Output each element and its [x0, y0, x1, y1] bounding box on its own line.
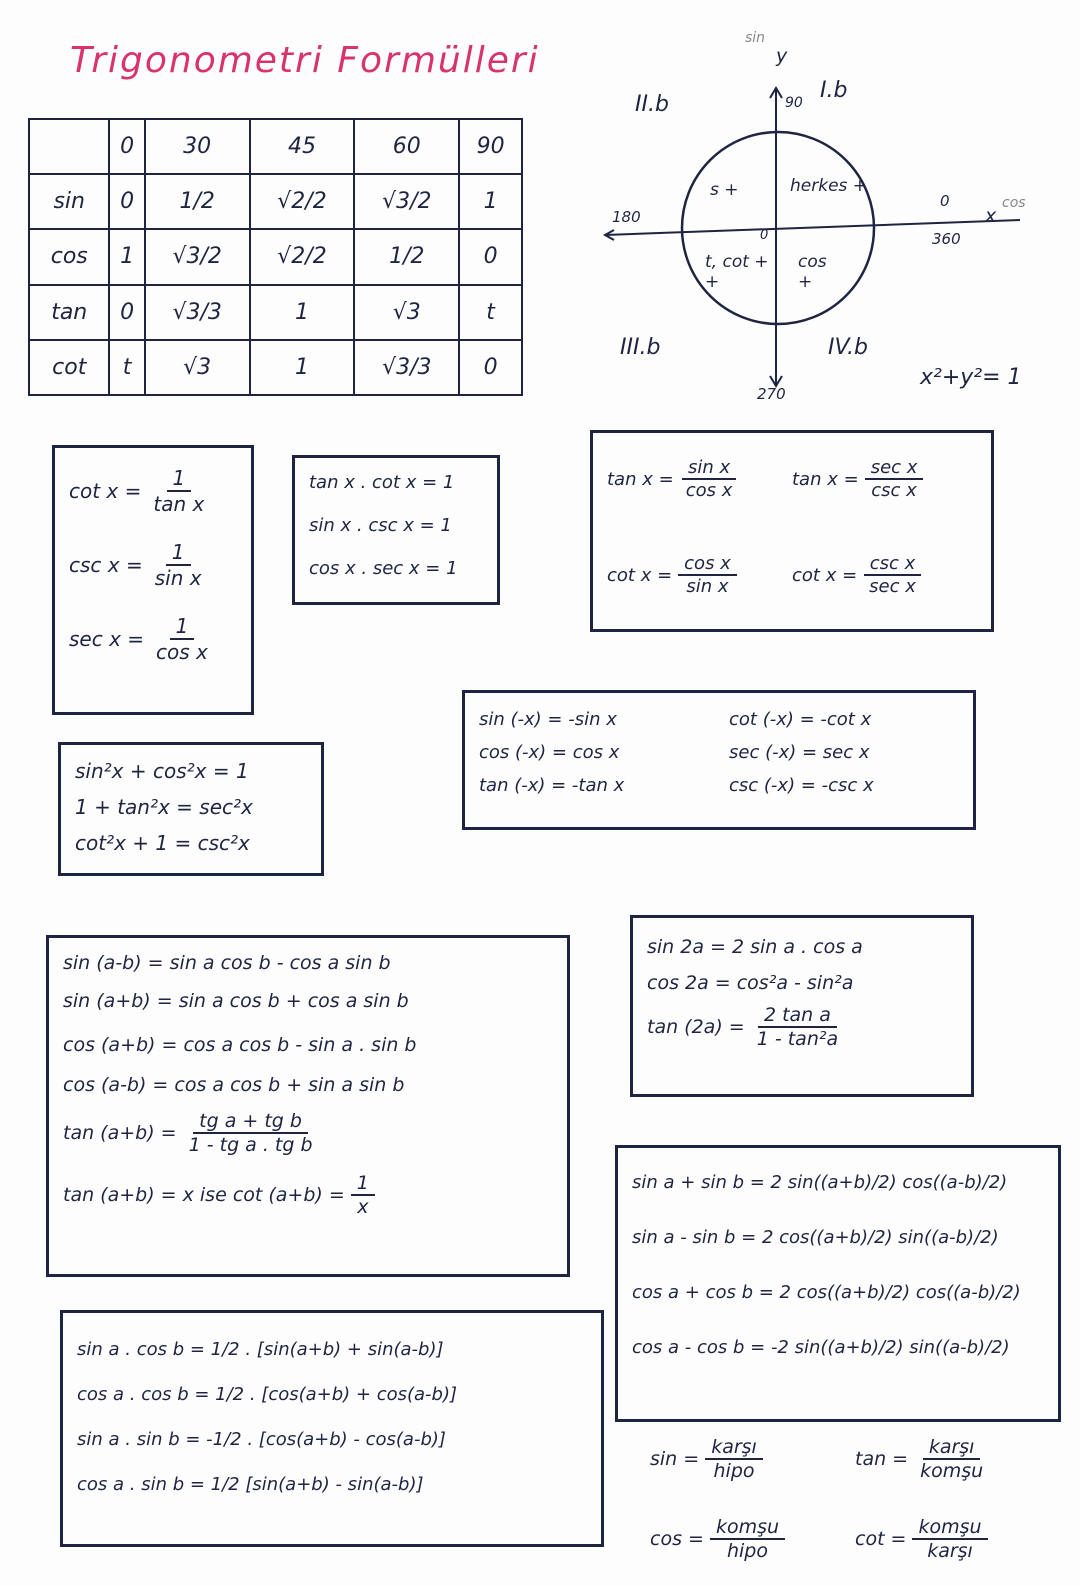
product-to-sum-box	[60, 1310, 604, 1547]
denominator: 1 - tg a . tg b	[188, 1134, 313, 1156]
formula-lhs: tan x =	[792, 468, 859, 490]
table-cell: √3	[354, 285, 459, 340]
x-label: x	[985, 205, 997, 227]
product-identities-box	[292, 455, 500, 605]
formula: sin a + sin b = 2 sin((a+b)/2) cos((a-b)/2)	[632, 1172, 1008, 1193]
denominator: sin x	[686, 576, 729, 597]
formula: cos (a+b) = cos a cos b - sin a . sin b	[63, 1034, 417, 1056]
table-cell	[29, 119, 109, 174]
quadrant-3-label: III.b	[620, 335, 661, 360]
table-header: 0	[109, 119, 144, 174]
formula: cos a + cos b = 2 cos((a+b)/2) cos((a-b)/2)	[632, 1282, 1021, 1303]
table-row	[29, 229, 522, 284]
table-cell: sin	[29, 174, 109, 229]
formula: sin a - sin b = 2 cos((a+b)/2) sin((a-b)/2)	[632, 1227, 999, 1248]
table-cell: 1	[459, 174, 522, 229]
formula: cos 2a = cos²a - sin²a	[647, 972, 854, 994]
table-cell: 1	[250, 285, 355, 340]
table-cell: 1	[250, 340, 355, 395]
circle-equation: x²+y²= 1	[920, 365, 1022, 390]
formula: cot²x + 1 = csc²x	[75, 831, 250, 855]
formula: sin (a+b) = sin a cos b + cos a sin b	[63, 990, 409, 1012]
denominator: karşı	[927, 1540, 973, 1562]
quadrant-4-sign: cos +	[798, 252, 827, 292]
formula: cos (-x) = cos x	[479, 742, 620, 763]
table-cell: t	[109, 340, 144, 395]
denominator: komşu	[920, 1460, 984, 1482]
formula-lhs: tan (2a) =	[647, 1016, 745, 1038]
page-title: Trigonometri Formülleri	[70, 40, 540, 81]
angle-180: 180	[612, 208, 641, 226]
numerator: komşu	[710, 1516, 785, 1540]
formula: cos a . cos b = 1/2 . [cos(a+b) + cos(a-b)]	[77, 1384, 458, 1405]
table-header: 90	[459, 119, 522, 174]
formula: sin x . csc x = 1	[309, 515, 452, 536]
quadrant-1-label: I.b	[820, 78, 848, 103]
formula: sin (a-b) = sin a cos b - cos a sin b	[63, 952, 391, 974]
denominator: cos x	[156, 640, 208, 664]
numerator: cos x	[678, 553, 737, 576]
angle-90: 90	[785, 95, 803, 111]
formula: tan (-x) = -tan x	[479, 775, 625, 796]
table-cell: 1/2	[354, 229, 459, 284]
double-angle-box	[630, 915, 974, 1097]
table-header-row	[29, 119, 522, 174]
denominator: sec x	[869, 576, 916, 597]
table-cell: 0	[109, 174, 144, 229]
table-row	[29, 285, 522, 340]
pythagorean-box	[58, 742, 324, 876]
table-cell: √3/2	[145, 229, 250, 284]
formula: tan x . cot x = 1	[309, 472, 455, 493]
angle-0: 0	[940, 192, 950, 210]
denominator: hipo	[713, 1460, 755, 1482]
table-cell: √2/2	[250, 229, 355, 284]
quotient-identities-box	[590, 430, 994, 632]
reciprocal-box	[52, 445, 254, 715]
table-cell: √3/3	[145, 285, 250, 340]
denominator: tan x	[153, 492, 205, 516]
formula-lhs: csc x =	[69, 553, 143, 577]
formula: csc (-x) = -csc x	[729, 775, 874, 796]
negative-angle-box	[462, 690, 976, 830]
formula: cos a - cos b = -2 sin((a+b)/2) sin((a-b)/2)	[632, 1337, 1010, 1358]
numerator: karşı	[923, 1436, 981, 1460]
formula: 1 + tan²x = sec²x	[75, 795, 253, 819]
definitions	[650, 1430, 1060, 1568]
formula-lhs: tan (a+b) =	[63, 1122, 177, 1144]
table-header: 45	[250, 119, 355, 174]
table-cell: √3/3	[354, 340, 459, 395]
table-row	[29, 340, 522, 395]
angle-360: 360	[932, 230, 961, 248]
formula-lhs: tan =	[855, 1448, 909, 1470]
formula: cos a . sin b = 1/2 [sin(a+b) - sin(a-b)]	[77, 1474, 424, 1495]
formula: sin²x + cos²x = 1	[75, 759, 249, 783]
numerator: 1	[170, 614, 195, 640]
formula-lhs: cot x =	[69, 479, 142, 503]
denominator: 1 - tan²a	[756, 1028, 839, 1050]
quadrant-4-label: IV.b	[828, 335, 868, 360]
table-cell: cot	[29, 340, 109, 395]
formula-lhs: tan x =	[607, 468, 674, 490]
formula: sin 2a = 2 sin a . cos a	[647, 936, 863, 958]
formula-lhs: sec x =	[69, 627, 145, 651]
quadrant-1-sign: herkes +	[790, 176, 868, 196]
table-cell: √2/2	[250, 174, 355, 229]
trig-values-table	[28, 118, 523, 396]
origin-label: 0	[760, 228, 769, 243]
numerator: tg a + tg b	[193, 1110, 308, 1134]
formula: sin (-x) = -sin x	[479, 709, 617, 730]
numerator: 2 tan a	[758, 1004, 837, 1028]
formula: sec (-x) = sec x	[729, 742, 870, 763]
formula-lhs: cot x =	[607, 564, 673, 586]
table-cell: √3/2	[354, 174, 459, 229]
formula: cos (a-b) = cos a cos b + sin a sin b	[63, 1074, 405, 1096]
table-cell: 0	[459, 229, 522, 284]
formula-lhs: cos =	[650, 1528, 704, 1550]
table-cell: cos	[29, 229, 109, 284]
denominator: x	[357, 1196, 369, 1218]
formula-lhs: cot =	[855, 1528, 907, 1550]
formula-lhs: tan (a+b) = x ise cot (a+b) =	[63, 1184, 345, 1206]
formula: cos x . sec x = 1	[309, 558, 458, 579]
sum-difference-box	[46, 935, 570, 1277]
quadrant-3-sign: t, cot + +	[705, 252, 769, 292]
numerator: 1	[167, 466, 192, 492]
denominator: csc x	[871, 480, 917, 501]
table-cell: 0	[109, 285, 144, 340]
numerator: sec x	[865, 457, 924, 480]
numerator: komşu	[912, 1516, 987, 1540]
formula: sin a . sin b = -1/2 . [cos(a+b) - cos(a-b)]	[77, 1429, 446, 1450]
denominator: sin x	[154, 566, 202, 590]
quadrant-2-sign: s +	[710, 180, 739, 200]
numerator: karşı	[705, 1436, 763, 1460]
sum-to-product-box	[615, 1145, 1061, 1422]
denominator: hipo	[726, 1540, 768, 1562]
formula-lhs: sin =	[650, 1448, 700, 1470]
table-cell: 0	[459, 340, 522, 395]
denominator: cos x	[685, 480, 733, 501]
table-cell: t	[459, 285, 522, 340]
table-header: 30	[145, 119, 250, 174]
formula: cot (-x) = -cot x	[729, 709, 872, 730]
formula-lhs: cot x =	[792, 564, 858, 586]
formula: sin a . cos b = 1/2 . [sin(a+b) + sin(a-b)]	[77, 1339, 444, 1360]
numerator: csc x	[864, 553, 922, 576]
table-cell: tan	[29, 285, 109, 340]
quadrant-2-label: II.b	[635, 92, 669, 117]
numerator: 1	[351, 1172, 375, 1196]
table-cell: √3	[145, 340, 250, 395]
table-row	[29, 174, 522, 229]
table-cell: 1/2	[145, 174, 250, 229]
cos-axis-label: cos	[1002, 195, 1026, 211]
table-header: 60	[354, 119, 459, 174]
table-cell: 1	[109, 229, 144, 284]
angle-270: 270	[757, 385, 786, 403]
numerator: 1	[166, 540, 191, 566]
numerator: sin x	[682, 457, 736, 480]
sin-axis-label: sin	[745, 30, 766, 46]
y-label: y	[776, 45, 788, 67]
